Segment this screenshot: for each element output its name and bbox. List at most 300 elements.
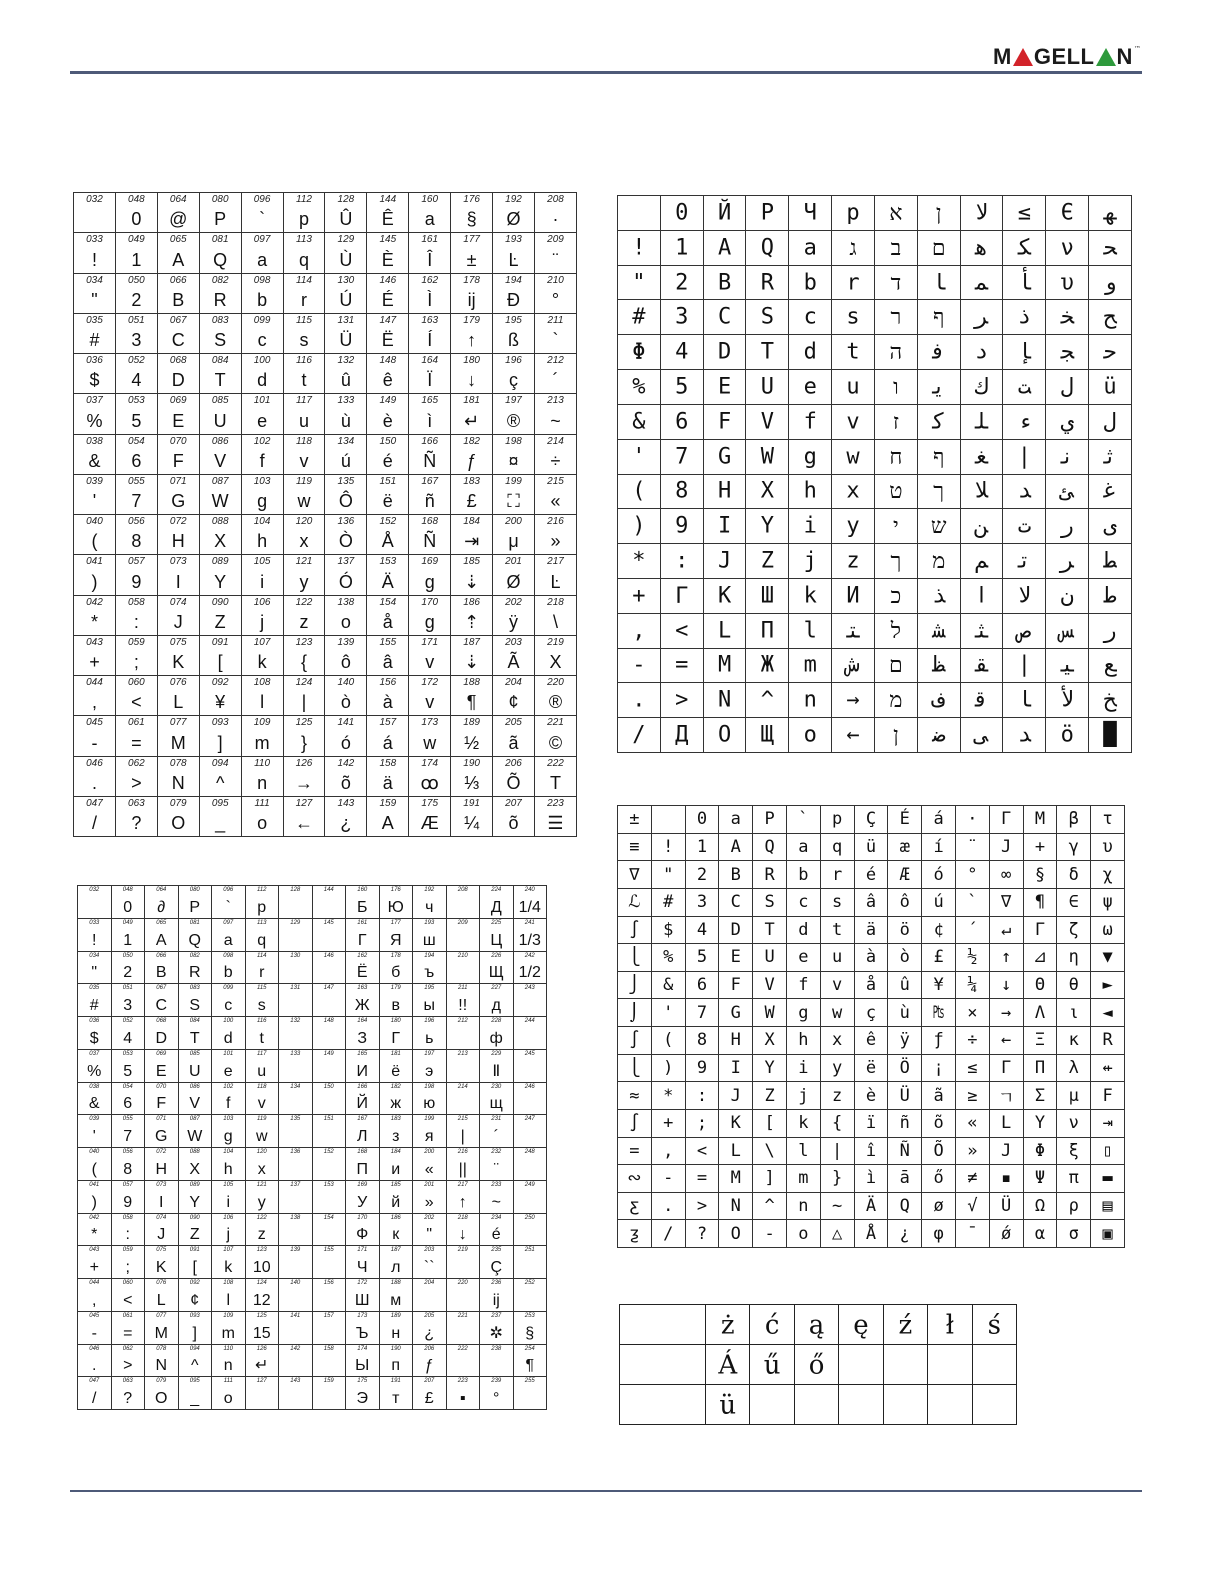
- char-code: 163: [357, 985, 368, 992]
- char-glyph: `: [798, 809, 809, 830]
- char-cell: [513, 951, 547, 984]
- char-glyph: 8: [675, 478, 689, 504]
- char-cell: [241, 676, 283, 716]
- char-cell: [199, 394, 241, 434]
- char-code: 097: [253, 234, 271, 246]
- char-code: 145: [323, 919, 334, 926]
- char-glyph: É: [381, 289, 394, 310]
- table-row: [74, 394, 577, 434]
- table-row: [74, 313, 577, 353]
- char-code: 188: [463, 677, 480, 688]
- char-cell: [989, 1220, 1023, 1248]
- char-glyph: ő: [933, 1168, 944, 1189]
- char-cell: [922, 1082, 956, 1110]
- char-cell: [719, 1082, 753, 1110]
- char-code: 166: [421, 435, 439, 447]
- char-cell: [1003, 196, 1046, 231]
- char-glyph: §: [525, 1324, 535, 1342]
- char-glyph: ב: [890, 235, 902, 261]
- char-cell: [493, 756, 535, 796]
- char-cell: [157, 515, 199, 555]
- char-cell: [1091, 888, 1125, 916]
- char-cell: [451, 676, 493, 716]
- char-glyph: ^: [764, 1196, 775, 1217]
- char-glyph: z: [299, 611, 309, 632]
- char-glyph: ←: [846, 722, 860, 748]
- table-row: [78, 1311, 547, 1344]
- char-glyph: i: [260, 571, 265, 592]
- char-cell: [1091, 806, 1125, 834]
- char-glyph: £: [466, 491, 477, 511]
- char-glyph: |: [301, 692, 307, 713]
- char-cell: [955, 999, 989, 1027]
- char-glyph: ¿: [899, 1223, 910, 1244]
- char-cell: [513, 1311, 547, 1344]
- char-glyph: ←: [294, 813, 313, 833]
- char-glyph: ä: [382, 772, 393, 793]
- char-glyph: ﺭ: [1060, 513, 1074, 539]
- char-glyph: /: [663, 1223, 674, 1244]
- char-cell: [534, 434, 576, 474]
- char-glyph: ¼: [967, 975, 978, 996]
- char-cell: [618, 806, 652, 834]
- char-cell: [1023, 1192, 1057, 1220]
- char-cell: [379, 1279, 413, 1312]
- char-glyph: ν: [1060, 235, 1074, 261]
- char-code: 088: [189, 1149, 200, 1155]
- char-cell: [409, 595, 451, 635]
- char-cell: [367, 233, 409, 273]
- char-glyph: h: [798, 1030, 809, 1051]
- char-glyph: P: [764, 809, 775, 830]
- char-code: 225: [491, 919, 502, 926]
- char-cell: [820, 916, 854, 944]
- char-cell: [409, 474, 451, 514]
- char-code: 213: [457, 1050, 468, 1057]
- char-glyph: K: [717, 583, 732, 609]
- char-glyph: ^: [190, 1357, 199, 1375]
- char-cell: [883, 1305, 927, 1345]
- char-cell: [685, 1165, 719, 1193]
- char-glyph: `: [225, 898, 231, 916]
- char-cell: [446, 1017, 480, 1050]
- char-code: 198: [424, 1083, 435, 1090]
- char-glyph: в: [391, 997, 400, 1014]
- char-code: 035: [86, 314, 103, 326]
- char-glyph: ``: [423, 1259, 435, 1276]
- char-glyph: ƒ: [466, 450, 477, 471]
- char-code: 175: [357, 1378, 368, 1385]
- char-cell: [409, 354, 451, 394]
- char-code: 144: [323, 887, 334, 893]
- char-cell: [312, 1246, 346, 1279]
- char-cell: [917, 648, 960, 683]
- char-cell: [1089, 439, 1132, 474]
- char-glyph: л: [391, 1259, 401, 1276]
- char-glyph: á: [382, 732, 393, 753]
- char-cell: [820, 1082, 854, 1110]
- char-cell: [451, 474, 493, 514]
- char-cell: [618, 888, 652, 916]
- char-cell: [145, 984, 179, 1017]
- char-glyph: ◄: [1102, 1002, 1113, 1023]
- char-cell: [874, 439, 917, 474]
- char-glyph: ∈: [1068, 892, 1079, 913]
- char-code: 124: [256, 1280, 267, 1286]
- char-glyph: m: [803, 652, 817, 678]
- char-code: 192: [505, 194, 522, 205]
- char-code: 143: [290, 1378, 301, 1385]
- char-glyph: :: [696, 1085, 708, 1106]
- char-code: 167: [421, 475, 439, 487]
- char-glyph: T: [760, 339, 775, 365]
- char-glyph: 1: [675, 235, 689, 261]
- char-code: 048: [128, 194, 145, 205]
- char-glyph: Ï: [427, 370, 433, 391]
- char-code: 072: [156, 1149, 167, 1155]
- table-row: [620, 1345, 1017, 1385]
- char-glyph: y: [257, 1193, 266, 1211]
- char-code: 164: [357, 1018, 368, 1024]
- char-glyph: A: [730, 836, 741, 857]
- char-glyph: =: [131, 732, 142, 753]
- char-glyph: ㄱ: [997, 1088, 1015, 1109]
- char-cell: [789, 439, 832, 474]
- char-glyph: Z: [189, 1226, 200, 1244]
- char-glyph: ﻓ: [932, 339, 946, 365]
- char-glyph: _: [190, 1390, 200, 1407]
- char-code: 114: [296, 274, 312, 286]
- table-row: [74, 716, 577, 756]
- char-glyph: ): [91, 571, 98, 592]
- char-glyph: à: [382, 692, 393, 713]
- char-cell: [178, 1279, 212, 1312]
- char-cell: [199, 273, 241, 313]
- char-code: 094: [189, 1345, 200, 1352]
- char-glyph: щ: [489, 1095, 503, 1113]
- char-code: 162: [421, 274, 439, 286]
- char-code: 104: [253, 516, 271, 527]
- char-glyph: Б: [357, 898, 368, 916]
- char-code: 139: [337, 636, 355, 648]
- char-cell: [283, 474, 325, 514]
- table-row: [618, 806, 1125, 834]
- char-cell: [1023, 1109, 1057, 1137]
- char-cell: [245, 1148, 279, 1181]
- char-cell: [115, 474, 157, 514]
- char-code: 053: [122, 1050, 133, 1057]
- char-cell: [279, 886, 313, 919]
- char-code: 122: [256, 1214, 267, 1221]
- char-code: 099: [223, 985, 234, 992]
- char-cell: [279, 1148, 313, 1181]
- char-glyph: α: [1034, 1223, 1046, 1244]
- char-glyph: ?: [123, 1390, 133, 1407]
- char-glyph: n: [223, 1357, 233, 1375]
- char-cell: [618, 1192, 652, 1220]
- char-cell: [753, 916, 787, 944]
- char-cell: [960, 196, 1003, 231]
- char-glyph: ò: [899, 947, 910, 968]
- char-cell: [786, 1220, 820, 1248]
- char-glyph: §: [1034, 864, 1046, 885]
- char-cell: [1091, 1082, 1125, 1110]
- char-glyph: ƒ: [933, 1030, 944, 1051]
- char-glyph: È: [381, 249, 394, 270]
- char-code: 070: [169, 435, 187, 447]
- char-cell: [703, 265, 746, 300]
- char-code: 104: [223, 1149, 234, 1155]
- char-code: 085: [211, 395, 229, 407]
- char-cell: [111, 1246, 145, 1279]
- char-code: 084: [211, 355, 229, 366]
- char-cell: [618, 944, 652, 972]
- char-cell: [789, 196, 832, 231]
- char-glyph: ﻷ: [1060, 687, 1074, 713]
- char-cell: [719, 999, 753, 1027]
- char-glyph: K: [730, 1113, 741, 1134]
- char-glyph: Π: [1034, 1057, 1046, 1078]
- char-glyph: ﺭ: [1103, 618, 1117, 644]
- char-code: 117: [296, 395, 312, 407]
- char-cell: [413, 886, 447, 919]
- char-cell: [888, 1137, 922, 1165]
- char-glyph: U: [213, 410, 227, 431]
- char-cell: [480, 951, 514, 984]
- char-glyph: ﻑ: [932, 687, 946, 713]
- char-glyph: י: [892, 514, 899, 540]
- table-row: [74, 354, 577, 394]
- char-cell: [283, 515, 325, 555]
- char-cell: [513, 1180, 547, 1213]
- char-cell: [618, 1027, 652, 1055]
- char-glyph: √: [967, 1196, 978, 1217]
- char-code: 087: [189, 1116, 200, 1123]
- char-glyph: ﺛ: [1103, 444, 1117, 470]
- char-cell: [989, 1192, 1023, 1220]
- char-cell: [245, 951, 279, 984]
- char-glyph: ﺀ: [1017, 409, 1031, 435]
- character-table-cyrillic: [77, 885, 547, 1410]
- char-glyph: ô: [340, 652, 351, 672]
- char-glyph: /: [91, 813, 97, 833]
- table-row: [78, 1115, 547, 1148]
- char-cell: [1003, 474, 1046, 509]
- char-cell: [115, 193, 157, 233]
- table-row: [78, 984, 547, 1017]
- char-glyph: ר: [890, 305, 902, 331]
- char-code: 116: [296, 355, 312, 366]
- char-cell: [513, 1344, 547, 1377]
- char-cell: [212, 1246, 246, 1279]
- char-code: 087: [211, 475, 229, 487]
- char-glyph: j: [260, 611, 265, 632]
- char-glyph: e: [803, 374, 817, 400]
- char-cell: [367, 595, 409, 635]
- char-cell: [446, 1115, 480, 1148]
- char-glyph: é: [491, 1226, 501, 1244]
- char-glyph: Г: [357, 931, 367, 949]
- char-cell: [1023, 999, 1057, 1027]
- char-glyph: $: [89, 370, 100, 391]
- char-code: 153: [323, 1181, 334, 1188]
- char-cell: [854, 916, 888, 944]
- char-glyph: d: [257, 370, 268, 391]
- char-cell: [115, 515, 157, 555]
- char-cell: [493, 474, 535, 514]
- char-cell: [178, 1213, 212, 1246]
- char-cell: [703, 718, 746, 753]
- char-cell: [279, 951, 313, 984]
- char-cell: [241, 474, 283, 514]
- char-glyph: 9: [131, 571, 142, 592]
- char-code: 112: [256, 887, 267, 893]
- char-code: 132: [337, 355, 355, 366]
- char-cell: [685, 999, 719, 1027]
- char-cell: [820, 971, 854, 999]
- char-cell: [212, 1148, 246, 1181]
- char-cell: [685, 1192, 719, 1220]
- char-cell: [618, 300, 661, 335]
- char-glyph: З: [357, 1029, 368, 1047]
- char-code: 123: [295, 636, 313, 648]
- char-glyph: !: [632, 235, 646, 261]
- char-cell: [74, 233, 116, 273]
- char-cell: [115, 555, 157, 595]
- char-code: 136: [337, 516, 355, 527]
- char-cell: [789, 335, 832, 370]
- char-cell: [534, 756, 576, 796]
- char-cell: [660, 578, 703, 613]
- char-code: 168: [421, 516, 439, 527]
- char-glyph: c: [798, 892, 809, 913]
- char-code: 092: [211, 677, 229, 688]
- char-glyph: G: [717, 444, 732, 470]
- char-glyph: g: [424, 571, 435, 592]
- char-glyph: 2: [675, 270, 689, 296]
- char-glyph: »: [550, 531, 561, 552]
- char-glyph: χ: [1102, 864, 1113, 885]
- char-code: 233: [491, 1181, 502, 1188]
- char-cell: [746, 265, 789, 300]
- char-cell: [888, 1109, 922, 1137]
- char-cell: [753, 1027, 787, 1055]
- char-cell: [618, 683, 661, 718]
- char-code: 041: [86, 556, 103, 568]
- table-row: [618, 1165, 1125, 1193]
- char-glyph: д: [491, 997, 501, 1014]
- char-cell: [789, 648, 832, 683]
- char-glyph: Ë: [381, 330, 394, 350]
- char-code: 246: [524, 1083, 535, 1090]
- char-glyph: ﻁ: [1103, 583, 1117, 609]
- char-glyph: Ç: [865, 809, 877, 830]
- char-cell: [413, 1082, 447, 1115]
- char-glyph: Z: [764, 1085, 775, 1106]
- char-glyph: m: [254, 732, 270, 753]
- char-glyph: ź: [898, 1310, 913, 1341]
- char-cell: [78, 1180, 112, 1213]
- char-cell: [111, 1049, 145, 1082]
- char-glyph: N: [730, 1196, 741, 1217]
- char-glyph: k: [224, 1259, 233, 1276]
- char-cell: [750, 1305, 794, 1345]
- char-glyph: Ъ: [355, 1324, 369, 1342]
- char-code: 146: [379, 274, 397, 286]
- char-glyph: }: [300, 732, 307, 753]
- char-cell: [839, 1385, 883, 1425]
- char-glyph: f: [226, 1095, 231, 1113]
- char-code: 133: [337, 395, 355, 407]
- char-glyph: F: [172, 450, 184, 471]
- char-cell: [1091, 999, 1125, 1027]
- char-cell: [854, 1137, 888, 1165]
- char-glyph: E: [172, 410, 185, 431]
- char-glyph: J: [1001, 836, 1012, 857]
- char-cell: [367, 193, 409, 233]
- char-glyph: 2: [696, 864, 708, 885]
- char-glyph: o: [803, 722, 817, 748]
- char-code: 159: [323, 1378, 334, 1385]
- char-glyph: ⇣: [464, 571, 480, 592]
- char-glyph: ﻘ: [974, 652, 989, 678]
- char-cell: [413, 1049, 447, 1082]
- char-glyph: Ⅱ: [492, 1062, 501, 1080]
- char-glyph: .: [91, 772, 97, 793]
- char-cell: [753, 1082, 787, 1110]
- char-glyph: (: [632, 478, 646, 504]
- char-cell: [1057, 1165, 1091, 1193]
- char-code: 057: [128, 556, 145, 568]
- char-code: 055: [128, 475, 145, 487]
- table-row: [618, 1220, 1125, 1248]
- char-cell: [74, 756, 116, 796]
- char-cell: [279, 1180, 313, 1213]
- char-cell: [703, 683, 746, 718]
- char-cell: [660, 718, 703, 753]
- char-cell: [620, 1345, 706, 1385]
- table-row: [78, 886, 547, 919]
- char-code: 033: [89, 919, 100, 926]
- char-code: 164: [421, 355, 439, 366]
- char-glyph: p: [257, 898, 267, 916]
- char-glyph: /: [632, 722, 646, 748]
- char-code: 147: [323, 985, 334, 992]
- char-glyph: û: [899, 975, 910, 996]
- char-glyph: Ψ: [1034, 1168, 1046, 1189]
- char-cell: [746, 613, 789, 648]
- char-glyph: =: [123, 1324, 133, 1342]
- char-glyph: 0: [675, 200, 689, 226]
- char-cell: [283, 394, 325, 434]
- char-glyph: x: [299, 531, 309, 552]
- char-cell: [245, 1180, 279, 1213]
- char-code: 174: [421, 757, 439, 769]
- char-code: 154: [379, 596, 397, 608]
- char-cell: [874, 300, 917, 335]
- char-cell: [1046, 718, 1089, 753]
- char-glyph: Ã: [507, 652, 520, 672]
- table-row: [618, 1054, 1125, 1082]
- char-cell: [451, 193, 493, 233]
- char-glyph: m: [221, 1324, 235, 1342]
- char-cell: [706, 1305, 750, 1345]
- char-code: 184: [463, 516, 480, 527]
- char-code: 241: [524, 919, 535, 926]
- char-cell: [245, 1115, 279, 1148]
- char-glyph: ﻯ: [1103, 513, 1117, 539]
- char-code: 185: [390, 1181, 401, 1188]
